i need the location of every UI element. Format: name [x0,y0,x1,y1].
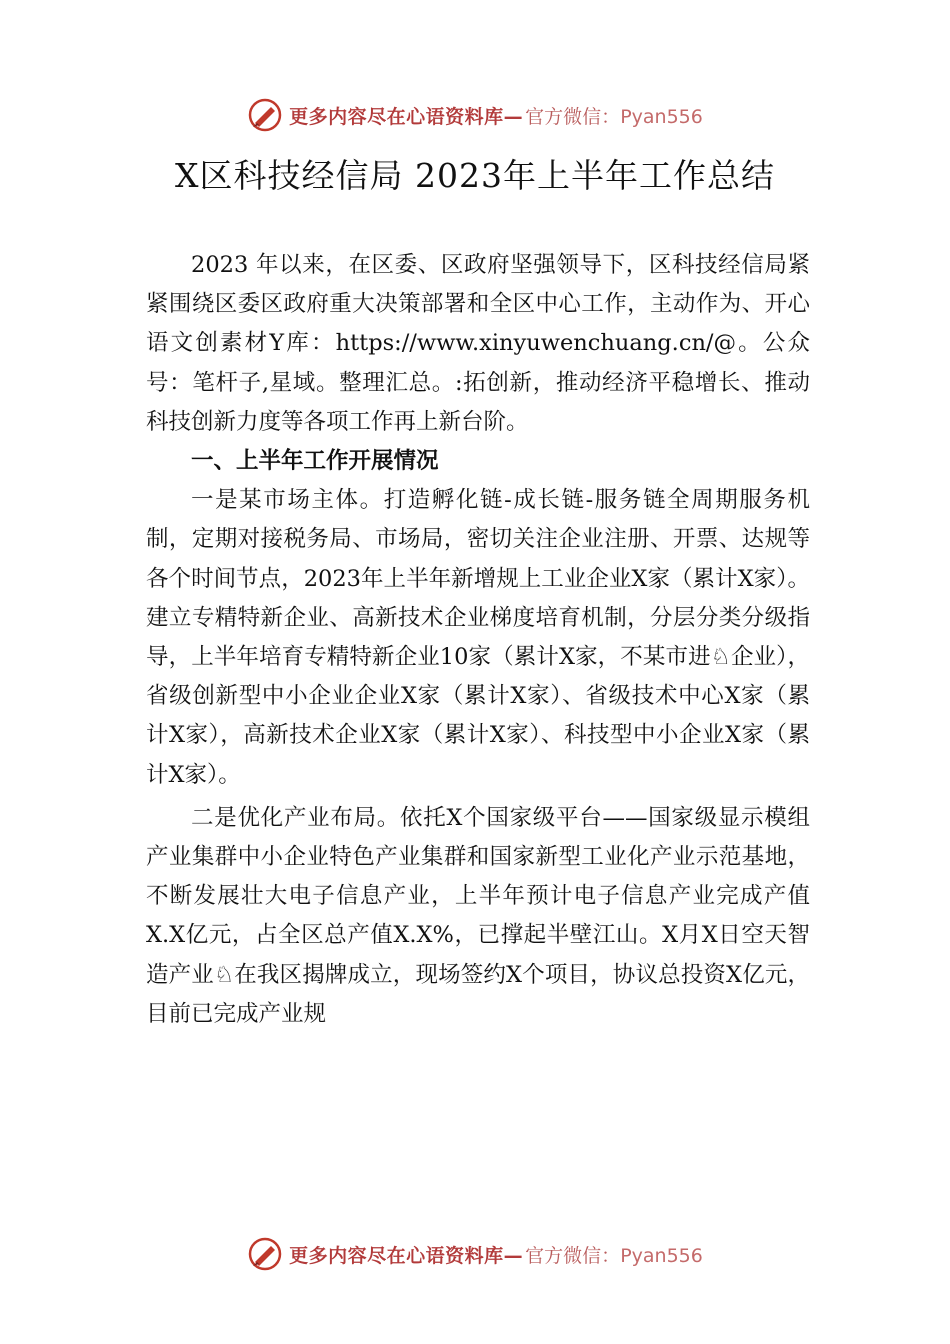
banner-contact [525,1241,703,1268]
banner-contact [525,102,703,129]
banner-contact-id: Pyan556 [620,1244,703,1267]
banner-contact-label: 官方微信： [525,1244,621,1267]
paragraph-market-entities: 一是某市场主体。打造孵化链-成长链-服务链全周期服务机制，定期对接税务局、市场局，密切关注企业注册、开票、达规等各个时间节点，2023年上半年新增规上工业企业X家（累计X家）。建立专精特新企业、高新技术企业梯度培育机制，分层分类分级指导，上半年培育专精特新企业10家（累计X家，不某市进♘企业），省级创新型中小企业企业X家（累计X家）、省级技术中心X家（累计X家），高新技术企业X家（累计X家）、科技型中小企业X家（累计X家）。 [146,487,810,788]
banner-text: 更多内容尽在心语资料库— [289,1244,524,1267]
footer-banner [0,1234,950,1274]
banner-contact-label: 官方微信： [525,105,621,128]
document-body [146,246,810,1034]
banner-contact-id: Pyan556 [620,105,703,128]
banner-text: 更多内容尽在心语资料库— [289,105,524,128]
section-heading: 一、上半年工作开展情况 [191,448,439,475]
intro-paragraph: 2023 年以来，在区委、区政府坚强领导下，区科技经信局紧紧围绕区委区政府重大决策部署和全区中心工作，主动作为、开心语文创素材Y库：https://www.xinyuwenchuang.cn/@。公众号：笔杆子,星域。整理汇总。:拓创新，推动经济平稳增长、推动科技创新力度等各项工作再上新台阶。 [146,252,810,435]
pen-logo-icon [247,97,283,133]
header-banner [0,95,950,135]
paragraph-industry-layout: 二是优化产业布局。依托X个国家级平台——国家级显示模组产业集群中小企业特色产业集群和国家新型工业化产业示范基地，不断发展壮大电子信息产业，上半年预计电子信息产业完成产值X.X亿元，占全区总产值X.X%，已撑起半壁江山。X月X日空天智造产业♘在我区揭牌成立，现场签约X个项目，协议总投资X亿元，目前已完成产业规 [146,804,810,1027]
pen-logo-icon [247,1236,283,1272]
document-title: X区科技经信局 2023年上半年工作总结 [175,156,775,195]
